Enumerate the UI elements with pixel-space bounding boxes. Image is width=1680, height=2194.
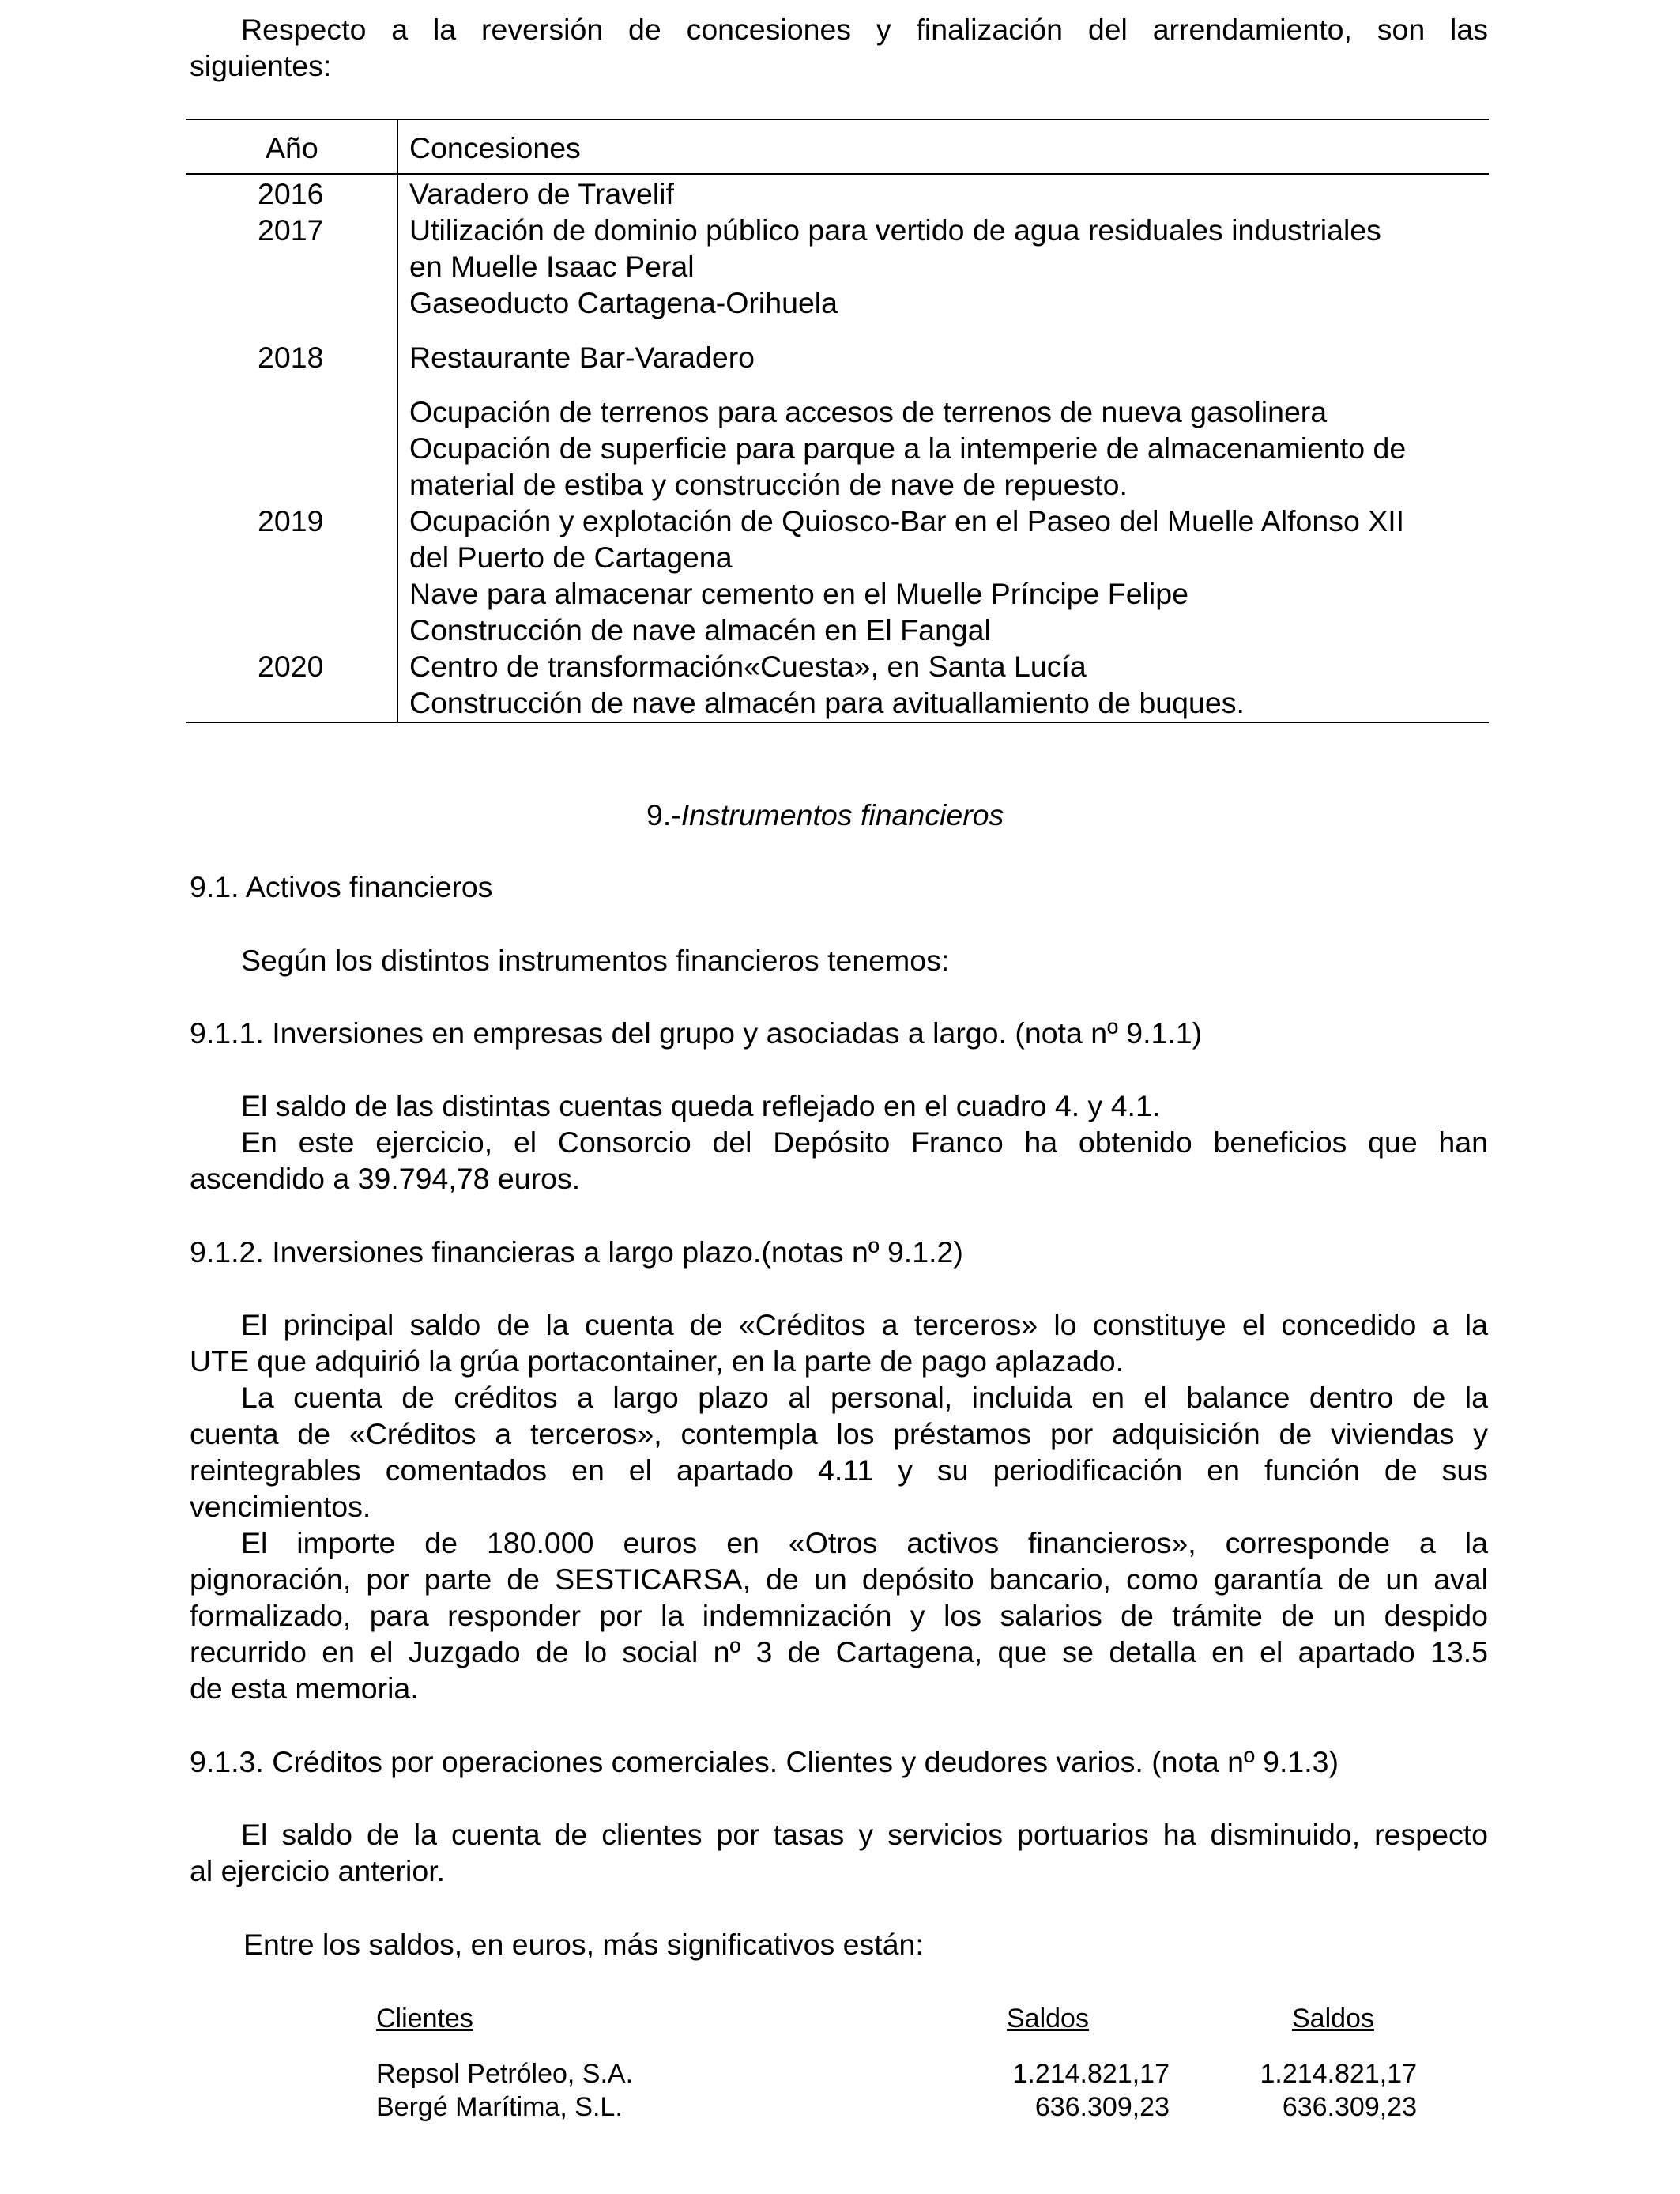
client-saldo: 636.309,23: [1282, 2092, 1417, 2122]
concession-line: Ocupación de superficie para parque a la intemperie de almacenamiento de: [409, 432, 1407, 465]
concession-line: Construcción de nave almacén en El Fangal: [409, 613, 991, 647]
concession-line: Varadero de Travelif: [409, 177, 674, 210]
paragraph: pignoración, por parte de SESTICARSA, de un depósito bancario, como garantía de un aval: [190, 1563, 1488, 1596]
table-top-rule: [186, 119, 1489, 120]
header-concessions: Concesiones: [409, 131, 581, 164]
section-number: 9.-: [646, 798, 681, 831]
paragraph: recurrido en el Juzgado de lo social nº 3 de Cartagena, que se detalla en el apartado 13.5: [190, 1635, 1488, 1668]
heading-9-1-1: 9.1.1. Inversiones en empresas del grupo y asociadas a largo. (nota nº 9.1.1): [190, 1016, 1203, 1050]
paragraph: ascendido a 39.794,78 euros.: [190, 1162, 581, 1195]
header-saldos-1: Saldos: [1007, 2004, 1089, 2034]
concession-line: Nave para almacenar cemento en el Muelle Príncipe Felipe: [409, 577, 1188, 610]
year-2020: 2020: [258, 650, 324, 683]
paragraph: El saldo de la cuenta de clientes por tasas y servicios portuarios ha disminuido, respecto: [241, 1818, 1488, 1851]
section-title: [646, 797, 1004, 833]
table-bottom-rule: [186, 722, 1489, 723]
paragraph: vencimientos.: [190, 1490, 371, 1523]
heading-9-1: 9.1. Activos financieros: [190, 870, 493, 903]
concession-line: en Muelle Isaac Peral: [409, 250, 695, 283]
year-2019: 2019: [258, 504, 324, 537]
concession-line: Ocupación de terrenos para accesos de terrenos de nueva gasolinera: [409, 395, 1328, 428]
table-header-rule: [186, 173, 1489, 175]
paragraph: La cuenta de créditos a largo plazo al personal, incluida en el balance dentro de la: [241, 1381, 1488, 1414]
paragraph: UTE que adquirió la grúa portacontainer, en la parte de pago aplazado.: [190, 1344, 1124, 1378]
header-year: Año: [266, 131, 318, 164]
concession-line: Restaurante Bar-Varadero: [409, 341, 755, 374]
concession-line: Ocupación y explotación de Quiosco-Bar en el Paseo del Muelle Alfonso XII: [409, 504, 1405, 537]
concession-line: Construcción de nave almacén para avituallamiento de buques.: [409, 686, 1245, 719]
header-clients: Clientes: [376, 2004, 473, 2034]
concession-line: del Puerto de Cartagena: [409, 541, 733, 574]
paragraph: al ejercicio anterior.: [190, 1854, 446, 1887]
year-2017: 2017: [258, 213, 324, 247]
paragraph: El importe de 180.000 euros en «Otros activos financieros», corresponde a la: [241, 1526, 1488, 1559]
client-name: Bergé Marítima, S.L.: [376, 2092, 623, 2122]
year-2016: 2016: [258, 177, 324, 210]
concession-line: Gaseoducto Cartagena-Orihuela: [409, 286, 838, 319]
paragraph: reintegrables comentados en el apartado 4.11 y su periodificación en función de sus: [190, 1453, 1488, 1487]
paragraph: El saldo de las distintas cuentas queda reflejado en el cuadro 4. y 4.1.: [241, 1089, 1161, 1122]
table-column-rule: [397, 119, 398, 722]
paragraph: formalizado, para responder por la indemnización y los salarios de trámite de un despido: [190, 1599, 1488, 1632]
heading-9-1-3: 9.1.3. Créditos por operaciones comerciales. Clientes y deudores varios. (nota nº 9.1.3): [190, 1745, 1339, 1778]
client-saldo: 1.214.821,17: [1012, 2059, 1170, 2089]
section-title-text: Instrumentos financieros: [680, 798, 1004, 831]
intro-line-1: Respecto a la reversión de concesiones y finalización del arrendamiento, son las: [241, 13, 1488, 46]
client-name: Repsol Petróleo, S.A.: [376, 2059, 634, 2089]
paragraph: Entre los saldos, en euros, más significativos están:: [243, 1928, 924, 1961]
paragraph: En este ejercicio, el Consorcio del Depósito Franco ha obtenido beneficios que han: [241, 1125, 1488, 1159]
header-saldos-2: Saldos: [1292, 2004, 1374, 2034]
client-saldo: 636.309,23: [1034, 2092, 1170, 2122]
intro-line-2: siguientes:: [190, 49, 332, 82]
concession-line: material de estiba y construcción de nave de repuesto.: [409, 468, 1128, 501]
concession-line: Utilización de dominio público para vertido de agua residuales industriales: [409, 213, 1381, 247]
concession-line: Centro de transformación«Cuesta», en Santa Lucía: [409, 650, 1087, 683]
paragraph: cuenta de «Créditos a terceros», contempla los préstamos por adquisición de viviendas y: [190, 1417, 1488, 1450]
client-saldo: 1.214.821,17: [1260, 2059, 1417, 2089]
paragraph: Según los distintos instrumentos financieros tenemos:: [241, 944, 950, 977]
paragraph: de esta memoria.: [190, 1672, 419, 1705]
heading-9-1-2: 9.1.2. Inversiones financieras a largo plazo.(notas nº 9.1.2): [190, 1235, 963, 1269]
year-2018: 2018: [258, 341, 324, 374]
paragraph: El principal saldo de la cuenta de «Créditos a terceros» lo constituye el concedido a la: [241, 1308, 1488, 1341]
